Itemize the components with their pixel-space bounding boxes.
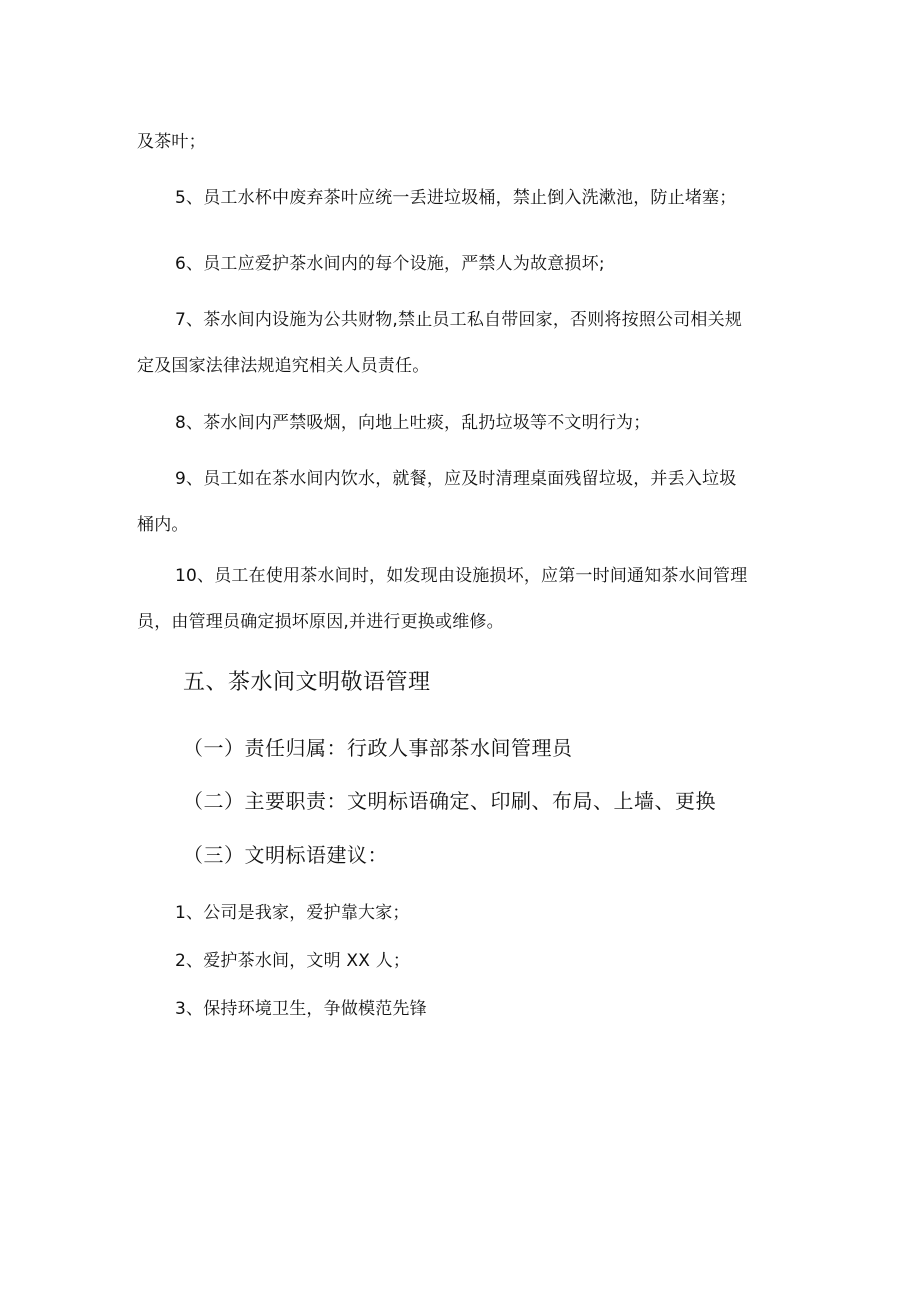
paragraph-line: 5、员工水杯中废弃茶叶应统一丢进垃圾桶，禁止倒入洗漱池，防止堵塞； xyxy=(175,188,737,208)
paragraph-line: 员，由管理员确定损坏原因,并进行更换或维修。 xyxy=(137,612,504,632)
paragraph-line: 9、员工如在茶水间内饮水，就餐，应及时清理桌面残留垃圾，并丢入垃圾 xyxy=(175,469,737,489)
subsection-heading: （二）主要职责：文明标语确定、印刷、布局、上墙、更换 xyxy=(183,789,716,813)
section-title: 五、茶水间文明敬语管理 xyxy=(183,670,431,695)
subsection-heading: （一）责任归属：行政人事部茶水间管理员 xyxy=(183,736,573,760)
paragraph-line: 8、茶水间内严禁吸烟，向地上吐痰，乱扔垃圾等不文明行为； xyxy=(175,413,651,433)
paragraph-line: 及茶叶； xyxy=(137,132,206,152)
paragraph-line: 7、茶水间内设施为公共财物,禁止员工私自带回家，否则将按照公司相关规 xyxy=(175,310,743,330)
slogan-item: 1、公司是我家，爱护靠大家； xyxy=(175,903,410,923)
slogan-item: 3、保持环境卫生，争做模范先锋 xyxy=(175,999,427,1019)
slogan-item: 2、爱护茶水间，文明 XX 人； xyxy=(175,951,411,971)
subsection-heading: （三）文明标语建议： xyxy=(183,843,388,867)
paragraph-line: 桶内。 xyxy=(137,515,189,535)
paragraph-line: 定及国家法律法规追究相关人员责任。 xyxy=(137,356,430,376)
paragraph-line: 6、员工应爱护茶水间内的每个设施，严禁人为故意损坏; xyxy=(175,254,605,274)
paragraph-line: 10、员工在使用茶水间时，如发现由设施损坏，应第一时间通知茶水间管理 xyxy=(175,566,748,586)
